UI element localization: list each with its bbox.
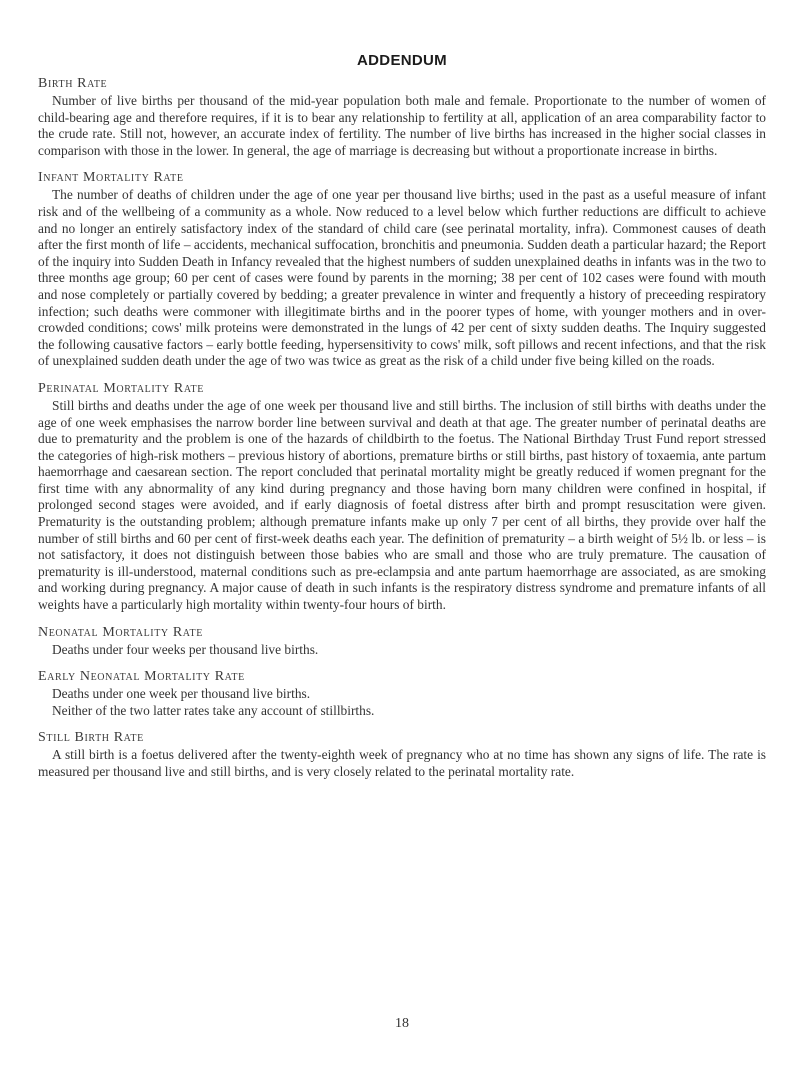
section-heading: Infant Mortality Rate	[38, 170, 184, 186]
section-paragraph: Still births and deaths under the age of one week per thousand live and still births. The inclusion of still births with deaths under the age of one week emphasises the narrow border line between survival and death at that age. The greater number of perinatal deaths are due to prematurity and the problem is one of the hazards of childbirth to the foetus. The National Birthday Trust Fund report stressed the categories of high-risk mothers – previous history of abortions, premature births or still births, past history of toxaemia, ante partum haemorrhage and caesarean section. The report concluded that perinatal mortality might be greatly reduced if women pregnant for the first time with any abnormality of any kind during pregnancy and those having born many children were confined in hospital, if prolonged second stages were avoided, and if early diagnosis of foetal distress after birth and prompt resuscitation were given. Prematurity is the outstanding problem; although premature infants make up only 7 per cent of all births, they provide over half the number of still births and 60 per cent of first-week deaths each year. The definition of prematurity – a birth weight of 5½ lb. or less – is not satisfactory, it does not distinguish between those babies who are small and those who are truly premature. The causation of prematurity is ill-understood, maternal conditions such as pre-eclampsia and ante partum haemorrhage are associated, as are smoking and working during pregnancy. A major cause of death in such infants is the respiratory distress syndrome and premature infants of all weights have a particularly high mortality within twenty-four hours of birth.	[38, 397, 766, 613]
section-early-neonatal-mortality-rate	[38, 667, 766, 719]
section-perinatal-mortality-rate	[38, 379, 766, 614]
section-paragraph: The number of deaths of children under the age of one year per thousand live births; used in the past as a useful measure of infant risk and of the wellbeing of a community as a whole. Now reduced to a level below which further reductions are difficult to achieve and no longer an entirely satisfactory index of the standard of child care (see perinatal mortality, infra). Commonest causes of death after the first month of life – accidents, mechanical suffocation, bronchitis and pneumonia. Sudden death a particular hazard; the Report of the inquiry into Sudden Death in Infancy revealed that the highest numbers of sudden unexplained deaths in infants was in the two to three months age group; 60 per cent of cases were found by parents in the morning; 38 per cent of 102 cases were found with mouth and nose completely or partially covered by bedding; a greater prevalence in winter and frequently a history of preceeding respiratory infection; such deaths were commoner with illegitimate births and in the poorer types of home, with younger mothers and in over-crowded conditions; cows' milk proteins were demonstrated in the lungs of 42 per cent of sixty sudden deaths. The Inquiry suggested the following causative factors – early bottle feeding, hypersensitivity to cows' milk, soft pillows and recent infections, and that the risk of unexplained sudden death under the age of two was twice as great as the risk of a child under five being killed on the roads.	[38, 187, 766, 369]
section-paragraph: A still birth is a foetus delivered after the twenty-eighth week of pregnancy who at no time has shown any signs of life. The rate is measured per thousand live and still births, and is very closely related to the perinatal mortality rate.	[38, 747, 766, 779]
section-heading: Still Birth Rate	[38, 730, 144, 746]
page-number: 18	[395, 1016, 409, 1031]
section-still-birth-rate	[38, 728, 766, 780]
section-heading: Early Neonatal Mortality Rate	[38, 669, 245, 685]
section-paragraph: Deaths under four weeks per thousand live births.	[52, 641, 319, 657]
section-heading: Neonatal Mortality Rate	[38, 624, 203, 640]
document-page	[38, 0, 766, 1073]
page-content	[38, 74, 766, 790]
section-heading: Perinatal Mortality Rate	[38, 380, 204, 396]
section-neonatal-mortality-rate	[38, 623, 766, 659]
section-paragraph: Number of live births per thousand of the mid-year population both male and female. Proportionate to the number of women of child-bearing age and therefore requires, if it is to bear any relationship to fertility at all, application of an area comparability factor to the crude rate. Still not, however, an accurate index of fertility. The number of live births has increased in the higher social classes in comparison with those in the lower. In general, the age of marriage is decreasing but without a proportionate increase in births.	[38, 93, 766, 158]
section-birth-rate	[38, 74, 766, 159]
page-title: ADDENDUM	[357, 52, 447, 69]
section-heading: Birth Rate	[38, 76, 108, 91]
section-paragraph: Deaths under one week per thousand live births.	[52, 686, 311, 702]
section-infant-mortality-rate	[38, 168, 766, 370]
section-paragraph: Neither of the two latter rates take any account of stillbirths.	[52, 702, 375, 718]
